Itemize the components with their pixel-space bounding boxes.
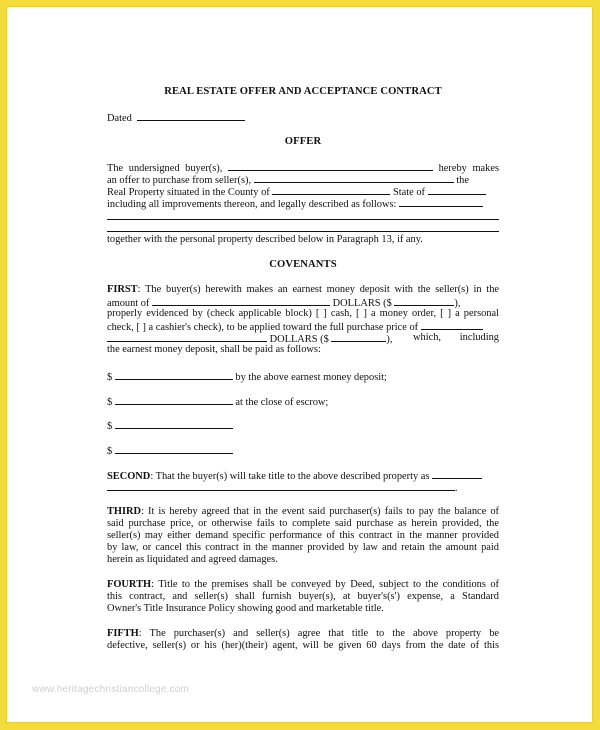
dollar-sign: $ (107, 446, 113, 457)
payment-line-1 (107, 370, 387, 384)
price-amount-blank[interactable] (331, 332, 386, 342)
title-vesting-blank-2[interactable] (107, 481, 455, 491)
first-text: DOLLARS ($ (267, 334, 332, 345)
fifth-label: FIFTH (107, 628, 139, 639)
buyer-name-blank[interactable] (228, 161, 433, 171)
legal-description-line-2[interactable] (107, 219, 499, 220)
deposit-words-blank[interactable] (152, 296, 330, 306)
fourth-line-3: Owner's Title Insurance Policy showing good and marketable title. (107, 603, 384, 614)
offer-heading: OFFER (284, 136, 322, 147)
third-line-3: seller(s) may either demand specific performance of this contract in the manner provided (107, 530, 499, 541)
document-title: REAL ESTATE OFFER AND ACCEPTANCE CONTRACT (164, 86, 442, 97)
first-line-3: properly evidenced by (check applicable block) [ ] cash, [ ] a money order, [ ] a personal (107, 308, 499, 319)
offer-line-5: together with the personal property described below in Paragraph 13, if any. (107, 234, 423, 245)
offer-text: State of (390, 187, 428, 198)
offer-text: the (453, 175, 469, 186)
offer-text: an offer to purchase from seller(s), (107, 175, 254, 186)
watermark: www.heritagechristiancollege.com (32, 684, 190, 695)
third-text: : It is hereby agreed that in the event said purchaser(s) fails to pay the balance of (141, 506, 499, 517)
second-line-2: . (107, 481, 499, 495)
third-line-1 (107, 506, 499, 518)
dollar-sign: $ (107, 372, 113, 383)
offer-text: The undersigned buyer(s), (107, 163, 228, 174)
dollar-sign: $ (107, 421, 113, 432)
first-text: ), (386, 334, 393, 345)
first-text: which, (413, 332, 441, 343)
payment-line-4 (107, 444, 233, 458)
fourth-label: FOURTH (107, 579, 152, 590)
first-label: FIRST (107, 284, 138, 295)
fifth-line-2: defective, seller(s) or his (her)(their) agent, will be given 60 days from the date of this (107, 640, 499, 651)
payment-amount-blank[interactable] (115, 444, 233, 454)
dated-label: Dated (107, 113, 132, 124)
legal-description-blank[interactable] (399, 197, 483, 207)
state-blank[interactable] (428, 185, 486, 195)
third-line-5: herein as liquidated and agreed damages. (107, 554, 278, 565)
second-label: SECOND (107, 471, 151, 482)
third-label: THIRD (107, 506, 142, 517)
second-text: : That the buyer(s) will take title to the above described property as (150, 471, 433, 482)
payment-text: by the above earnest money deposit; (232, 372, 387, 383)
first-text: including (459, 332, 499, 343)
offer-text: hereby makes (438, 163, 499, 174)
first-text: amount of (107, 298, 153, 309)
document-page (7, 7, 592, 722)
payment-amount-blank[interactable] (115, 419, 233, 429)
first-line-1 (107, 284, 499, 296)
offer-text: Real Property situated in the County of (107, 187, 273, 198)
first-line-6: the earnest money deposit, shall be paid as follows: (107, 344, 321, 355)
fourth-line-1 (107, 579, 499, 591)
seller-name-blank[interactable] (254, 173, 454, 183)
dated-blank[interactable] (137, 111, 245, 121)
payment-amount-blank[interactable] (115, 395, 233, 405)
first-text: check, [ ] a cashier's check), to be applied toward the full purchase price of (107, 322, 421, 333)
first-text: DOLLARS ($ (330, 298, 395, 309)
third-line-4: by law, or cancel this contract in the manner provided by law and retain the amount paid (107, 542, 499, 553)
deposit-amount-blank[interactable] (394, 296, 454, 306)
payment-amount-blank[interactable] (115, 370, 233, 380)
third-line-2: said purchase price, or otherwise fails to complete said purchase as herein provided, the (107, 518, 499, 529)
offer-text: including all improvements thereon, and legally described as follows: (107, 199, 400, 210)
title-vesting-blank[interactable] (432, 469, 482, 479)
purchase-price-blank[interactable] (421, 320, 483, 330)
legal-description-line-3[interactable] (107, 231, 499, 232)
dollar-sign: $ (107, 397, 113, 408)
first-text: : The buyer(s) herewith makes an earnest money deposit with the seller(s) in the (137, 284, 499, 295)
dated-line (107, 111, 245, 125)
fourth-text: : Title to the premises shall be conveyed by Deed, subject to the conditions of (151, 579, 499, 590)
first-text: ), (454, 298, 461, 309)
county-blank[interactable] (272, 185, 390, 195)
covenants-heading: COVENANTS (269, 259, 337, 270)
offer-line-4 (107, 197, 483, 211)
payment-text: at the close of escrow; (232, 397, 329, 408)
fifth-line-1 (107, 628, 499, 640)
fourth-line-2: this contract, and seller(s) shall furnish buyer(s), at buyer's(s') expense, a Standard (107, 591, 499, 602)
fifth-text: : The purchaser(s) and seller(s) agree that title to the above property be (138, 628, 499, 639)
price-words-blank[interactable] (107, 332, 267, 342)
payment-line-3 (107, 419, 233, 433)
payment-line-2 (107, 395, 328, 409)
